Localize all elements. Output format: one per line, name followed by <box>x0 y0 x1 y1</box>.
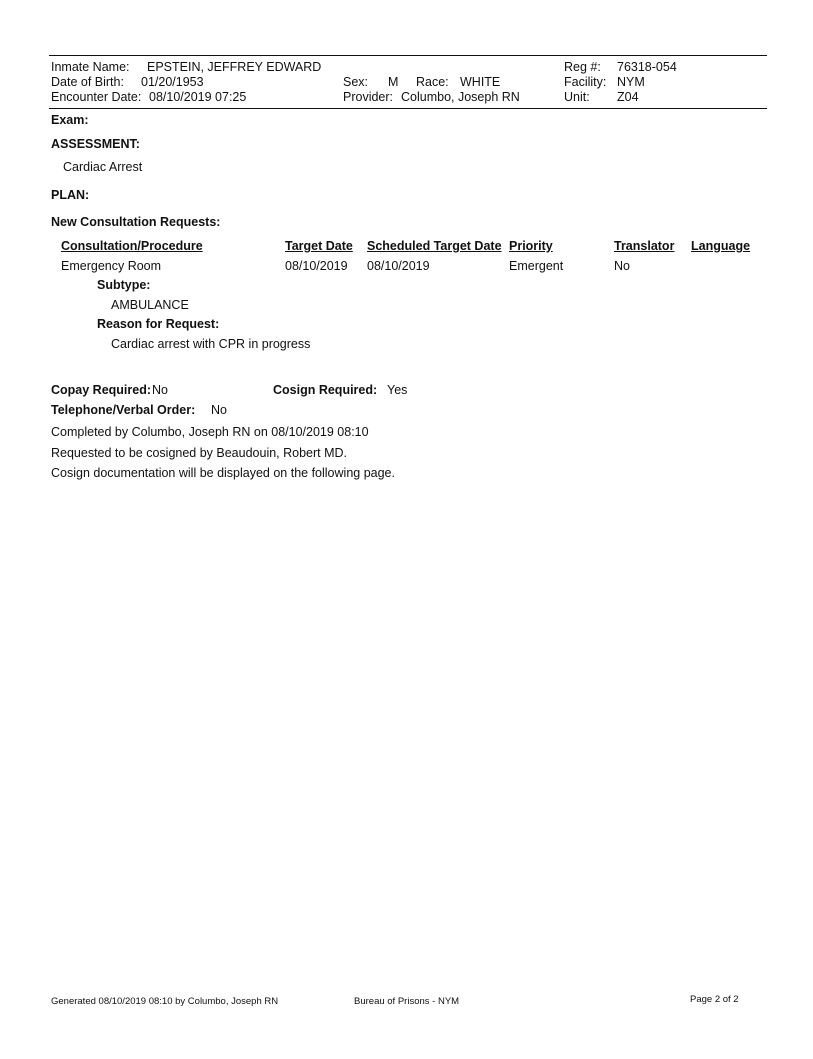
reason-value: Cardiac arrest with CPR in progress <box>111 337 311 351</box>
footer-page: Page 2 of 2 <box>690 994 739 1005</box>
sex-label: Sex: <box>343 75 369 89</box>
header-bottom-rule <box>49 108 767 109</box>
reason-label: Reason for Request: <box>97 317 220 331</box>
footer-bureau: Bureau of Prisons - NYM <box>354 996 460 1007</box>
dob: 01/20/1953 <box>141 75 204 89</box>
assessment-value: Cardiac Arrest <box>63 160 143 174</box>
reg-number: 76318-054 <box>617 60 677 74</box>
cosign-value: Yes <box>387 383 408 397</box>
cosign-label: Cosign Required: <box>273 383 378 397</box>
facility: NYM <box>617 75 645 89</box>
col-header-language: Language <box>691 239 751 253</box>
exam-label: Exam: <box>51 113 89 127</box>
race: WHITE <box>460 75 501 89</box>
verbal-order-value: No <box>211 403 227 417</box>
cosign-request-note: Requested to be cosigned by Beaudouin, Robert MD. <box>51 446 348 460</box>
inmate-name-label: Inmate Name: <box>51 60 130 74</box>
encounter-date: 08/10/2019 07:25 <box>149 90 247 104</box>
footer-generated: Generated 08/10/2019 08:10 by Columbo, Joseph RN <box>51 996 279 1007</box>
col-header-translator: Translator <box>614 239 675 253</box>
col-header-priority: Priority <box>509 239 553 253</box>
consult-priority: Emergent <box>509 259 564 273</box>
col-header-target-date: Target Date <box>285 239 353 253</box>
provider: Columbo, Joseph RN <box>401 90 520 104</box>
race-label: Race: <box>416 75 449 89</box>
consultation-label: New Consultation Requests: <box>51 215 221 229</box>
unit: Z04 <box>617 90 639 104</box>
consult-target-date: 08/10/2019 <box>285 259 348 273</box>
subtype-value: AMBULANCE <box>111 298 189 312</box>
sex: M <box>388 75 399 89</box>
consult-procedure: Emergency Room <box>61 259 162 273</box>
encounter-label: Encounter Date: <box>51 90 142 104</box>
provider-label: Provider: <box>343 90 394 104</box>
header-top-rule <box>49 55 767 56</box>
facility-label: Facility: <box>564 75 607 89</box>
col-header-procedure: Consultation/Procedure <box>61 239 203 253</box>
subtype-label: Subtype: <box>97 278 151 292</box>
cosign-documentation-note: Cosign documentation will be displayed on the following page. <box>51 466 395 480</box>
completed-note: Completed by Columbo, Joseph RN on 08/10/2019 08:10 <box>51 425 369 439</box>
plan-label: PLAN: <box>51 188 90 202</box>
unit-label: Unit: <box>564 90 590 104</box>
assessment-label: ASSESSMENT: <box>51 137 140 151</box>
verbal-order-label: Telephone/Verbal Order: <box>51 403 196 417</box>
reg-label: Reg #: <box>564 60 601 74</box>
copay-value: No <box>152 383 168 397</box>
dob-label: Date of Birth: <box>51 75 124 89</box>
consult-translator: No <box>614 259 630 273</box>
col-header-scheduled-target-date: Scheduled Target Date <box>367 239 502 253</box>
consult-scheduled-target-date: 08/10/2019 <box>367 259 430 273</box>
inmate-name: EPSTEIN, JEFFREY EDWARD <box>147 60 322 74</box>
copay-label: Copay Required: <box>51 383 152 397</box>
